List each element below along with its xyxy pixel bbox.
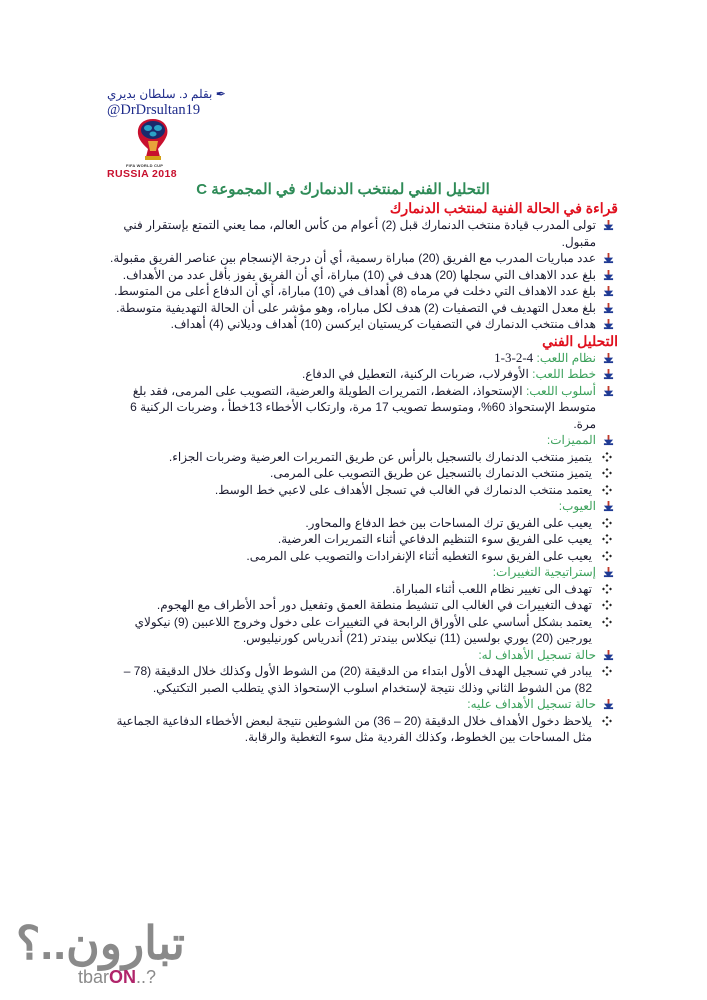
arrow-bullet-icon	[603, 699, 614, 710]
plans-value: الأوفرلاب، ضربات الركنية، التعطيل في الدفاع.	[301, 367, 529, 381]
world-cup-label: FIFA WORLD CUP	[126, 163, 164, 168]
event-label: RUSSIA 2018	[107, 168, 177, 180]
arrow-bullet-icon	[603, 319, 614, 330]
document-body	[108, 180, 618, 746]
diamond-bullet-icon	[602, 518, 612, 528]
strength-item: يتميز منتخب الدنمارك بالتسجيل عن طريق التصويب على المرمى.	[108, 465, 618, 482]
substitution-item: تهدف التغييرات في الغالب الى تنشيط منطقة العمق وتفعيل دور أحد الأطراف مع الهجوم.	[108, 597, 618, 614]
arrow-bullet-icon	[603, 353, 614, 364]
weakness-item: يعيب على الفريق سوء التنظيم الدفاعي أثناء التمريرات العرضية.	[108, 531, 618, 548]
goals-against-item: يلاحظ دخول الأهداف خلال الدقيقة (20 – 36) من الشوطين نتيجة لبعض الأخطاء الدفاعية الجماعية مثل المساحات بين الخطوط، وكذلك الفردية مثل سوء التغطية والرقابة.	[108, 713, 618, 746]
diamond-bullet-icon	[602, 485, 612, 495]
plans-item	[108, 366, 618, 383]
list-item: بلغ عدد الاهداف التي دخلت في مرماه (8) أهداف في (10) مباراة، أي أن الدفاع أعلى من المتوسط.	[108, 283, 618, 300]
diamond-bullet-icon	[602, 600, 612, 610]
formation-item	[108, 350, 618, 367]
watermark-latin: tbarON..?	[78, 967, 157, 987]
list-item: عدد مباريات المدرب مع الفريق (20) مباراة رسمية، أي أن درجة الإنسجام بين عناصر الفريق مقبولة.	[108, 250, 618, 267]
diamond-bullet-icon	[602, 551, 612, 561]
weakness-item: يعيب على الفريق ترك المساحات بين خط الدفاع والمحاور.	[108, 515, 618, 532]
diamond-bullet-icon	[602, 468, 612, 478]
substitution-item: تهدف الى تغيير نظام اللعب أثناء المباراة.	[108, 581, 618, 598]
weaknesses-heading: العيوب:	[108, 498, 618, 515]
formation-label: نظام اللعب:	[536, 350, 596, 365]
section-heading-technical: التحليل الفني	[542, 332, 618, 349]
diamond-bullet-icon	[602, 617, 612, 627]
plans-label: خطط اللعب:	[532, 367, 596, 381]
arrow-bullet-icon	[603, 650, 614, 661]
world-cup-logo	[107, 117, 202, 179]
author-name-line	[107, 86, 226, 102]
watermark-arabic: تبارون..؟	[16, 917, 185, 969]
technical-list	[108, 350, 618, 746]
arrow-bullet-icon	[603, 270, 614, 281]
list-item: هداف منتخب الدنمارك في التصفيات كريستيان ايركسن (10) أهداف وديلاني (4) أهداف.	[108, 316, 618, 333]
list-item: بلغ معدل التهديف في التصفيات (2) هدف لكل مباراه، وهو مؤشر على أن الحالة التهديفية متوسطة.	[108, 300, 618, 317]
weakness-item: يعيب على الفريق سوء التغطيه أثناء الإنفرادات والتصويب على المرمى.	[108, 548, 618, 565]
arrow-bullet-icon	[603, 567, 614, 578]
goals-against-heading: حالة تسجيل الأهداف عليه:	[108, 696, 618, 713]
substitution-item: يعتمد بشكل أساسي على الأوراق الرابحة في التغييرات على دخول وخروج اللاعبين (9) نيكولاي يورجين (20) يوري بولسين (11) نيكلاس بيندتر (21) أندرياس كورنيليوس.	[108, 614, 618, 647]
goals-for-heading: حالة تسجيل الأهداف له:	[108, 647, 618, 664]
strength-item: يتميز منتخب الدنمارك بالتسجيل بالرأس عن طريق التمريرات العرضية وضربات الجزاء.	[108, 449, 618, 466]
diamond-bullet-icon	[602, 666, 612, 676]
document-title: التحليل الفني لمنتخب الدنمارك في المجموعة C	[196, 181, 490, 198]
quill-pen-icon: ✒	[215, 87, 226, 101]
author-block	[107, 86, 226, 118]
diamond-bullet-icon	[602, 716, 612, 726]
list-item: تولى المدرب قيادة منتخب الدنمارك قبل (2) أعوام من كأس العالم، مما يعني التمتع بإستقرار فني مقبول.	[108, 217, 618, 250]
world-cup-emblem-icon	[134, 117, 172, 163]
author-name: بقلم د. سلطان بديري	[107, 87, 213, 101]
arrow-bullet-icon	[603, 286, 614, 297]
diamond-bullet-icon	[602, 534, 612, 544]
diamond-bullet-icon	[602, 452, 612, 462]
strengths-heading: المميزات:	[108, 432, 618, 449]
diamond-bullet-icon	[602, 584, 612, 594]
arrow-bullet-icon	[603, 220, 614, 231]
substitutions-heading: إستراتيجية التغييرات:	[108, 564, 618, 581]
arrow-bullet-icon	[603, 253, 614, 264]
arrow-bullet-icon	[603, 501, 614, 512]
goals-for-item: يبادر في تسجيل الهدف الأول ابتداء من الدقيقة (20) من الشوط الأول وكذلك خلال الدقيقة (78 – 82) من الشوط الثاني وذلك نتيجة لإستخدام اسلوب الإستحواذ الذي يتطلب الصبر التكتيكي.	[108, 663, 618, 696]
strength-item: يعتمد منتخب الدنمارك في الغالب في تسجل الأهداف على لاعبي خط الوسط.	[108, 482, 618, 499]
site-watermark	[8, 917, 185, 998]
arrow-bullet-icon	[603, 386, 614, 397]
section-heading-reading: قراءة في الحالة الفنية لمنتخب الدنمارك	[389, 200, 618, 216]
style-label: أسلوب اللعب:	[525, 383, 596, 398]
author-handle: @DrDrsultan19	[107, 102, 201, 118]
list-item: بلغ عدد الاهداف التي سجلها (20) هدف في (10) مباراة، أي أن الفريق يفوز بأقل عدد من الأهداف.	[108, 267, 618, 284]
arrow-bullet-icon	[603, 435, 614, 446]
reading-list	[108, 217, 618, 333]
style-item	[108, 383, 618, 433]
arrow-bullet-icon	[603, 369, 614, 380]
formation-value: 4-2-3-1	[494, 349, 534, 365]
style-value: الإستحواذ، الضغط، التمريرات الطويلة والعرضية، التصويب على المرمى، فقد بلغ متوسط الإستحواذ 60%، ومتوسط تصويب 17 مرة، وارتكاب الأخطاء 13خطأ ، وضربات الركنية 6 مرة.	[130, 383, 596, 431]
arrow-bullet-icon	[603, 303, 614, 314]
